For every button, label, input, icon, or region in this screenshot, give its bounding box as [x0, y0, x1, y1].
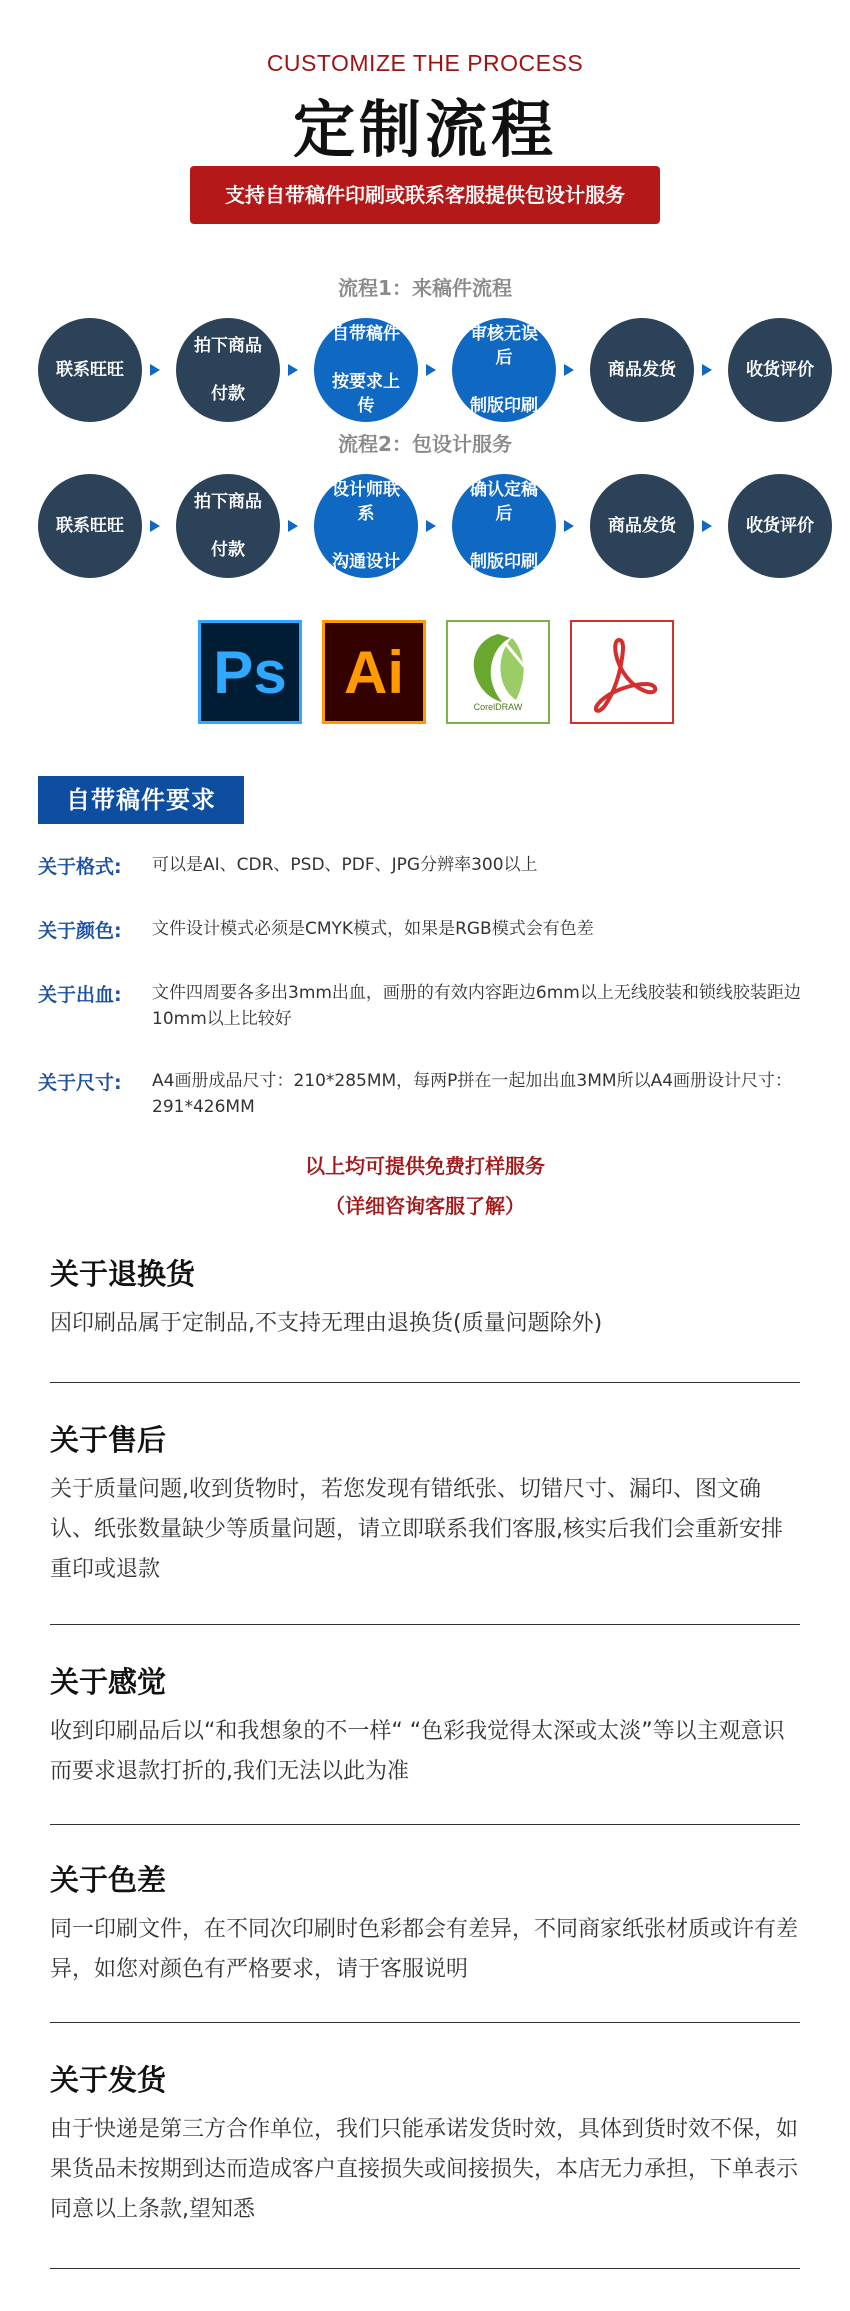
req-label-bleed: 关于出血:	[38, 984, 122, 1006]
flow1-step-pay: 拍下商品 付款	[176, 318, 280, 422]
flow2-step-confirm: 确认定稿后 制版印刷	[452, 474, 556, 578]
requirements-title: 自带稿件要求	[38, 776, 244, 824]
section-text-aftersale: 关于质量问题,收到货物时，若您发现有错纸张、切错尺寸、漏印、图文确认、纸张数量缺少等质量问题，请立即联系我们客服,核实后我们会重新安排重印或退款	[50, 1477, 783, 1582]
coreldraw-icon: CorelDRAW	[446, 620, 550, 724]
section-text-return: 因印刷品属于定制品,不支持无理由退换货(质量问题除外)	[50, 1311, 603, 1336]
arrow-icon	[288, 364, 298, 376]
req-text-color: 文件设计模式必须是CMYK模式，如果是RGB模式会有色差	[152, 919, 594, 939]
page-title: 定制流程	[292, 93, 557, 166]
arrow-icon	[702, 364, 712, 376]
req-label-size: 关于尺寸:	[38, 1072, 122, 1094]
section-title-color-diff: 关于色差	[50, 1863, 167, 1897]
pdf-icon	[570, 620, 674, 724]
flow1-step-contact: 联系旺旺	[38, 318, 142, 422]
section-text-feeling: 收到印刷品后以“和我想象的不一样“ “色彩我觉得太深或太淡”等以主观意识而要求退款打折的,我们无法以此为准	[50, 1719, 785, 1784]
arrow-icon	[426, 364, 436, 376]
arrow-icon	[702, 520, 712, 532]
arrow-icon	[426, 520, 436, 532]
req-text-size: A4画册成品尺寸：210*285MM，每两P拼在一起加出血3MM所以A4画册设计尺寸：291*426MM	[152, 1071, 793, 1117]
req-text-bleed: 文件四周要各多出3mm出血，画册的有效内容距边6mm以上无线胶装和锁线胶装距边10mm以上比较好	[152, 983, 801, 1029]
arrow-icon	[288, 520, 298, 532]
section-text-color-diff: 同一印刷文件，在不同次印刷时色彩都会有差异，不同商家纸张材质或许有差异，如您对颜色有严格要求，请于客服说明	[50, 1917, 799, 1982]
flow2-step-pay: 拍下商品 付款	[176, 474, 280, 578]
flow1-step-ship: 商品发货	[590, 318, 694, 422]
req-label-format: 关于格式:	[38, 856, 122, 878]
flow2-step-design: 设计师联系 沟通设计	[314, 474, 418, 578]
section-title-feeling: 关于感觉	[50, 1665, 167, 1699]
req-text-format: 可以是AI、CDR、PSD、PDF、JPG分辨率300以上	[152, 855, 538, 875]
flow2-step-ship: 商品发货	[590, 474, 694, 578]
flow1-step-review-goods: 收货评价	[728, 318, 832, 422]
illustrator-icon: Ai	[322, 620, 426, 724]
divider	[50, 2268, 800, 2269]
section-title-return: 关于退换货	[50, 1257, 196, 1291]
flow1-title: 流程1：来稿件流程	[338, 276, 512, 300]
divider	[50, 1382, 800, 1383]
flow1-step-review: 审核无误后 制版印刷	[452, 318, 556, 422]
flow2-title: 流程2：包设计服务	[338, 432, 512, 456]
section-title-aftersale: 关于售后	[50, 1423, 167, 1457]
arrow-icon	[150, 520, 160, 532]
divider	[50, 2022, 800, 2023]
flow2-step-review-goods: 收货评价	[728, 474, 832, 578]
english-title: CUSTOMIZE THE PROCESS	[266, 50, 584, 76]
divider	[50, 1824, 800, 1825]
req-label-color: 关于颜色:	[38, 920, 122, 942]
arrow-icon	[150, 364, 160, 376]
flow2-step-contact: 联系旺旺	[38, 474, 142, 578]
free-sample-note: 以上均可提供免费打样服务	[305, 1154, 545, 1178]
free-sample-consult: （详细咨询客服了解）	[325, 1194, 525, 1218]
section-text-shipping: 由于快递是第三方合作单位，我们只能承诺发货时效，具体到货时效不保，如果货品未按期到达而造成客户直接损失或间接损失，本店无力承担，下单表示同意以上条款,望知悉	[50, 2117, 799, 2222]
divider	[50, 1624, 800, 1625]
arrow-icon	[564, 364, 574, 376]
photoshop-icon: Ps	[198, 620, 302, 724]
flow1-step-upload: 自带稿件 按要求上传	[314, 318, 418, 422]
service-banner: 支持自带稿件印刷或联系客服提供包设计服务	[190, 166, 660, 224]
section-title-shipping: 关于发货	[50, 2063, 167, 2097]
arrow-icon	[564, 520, 574, 532]
